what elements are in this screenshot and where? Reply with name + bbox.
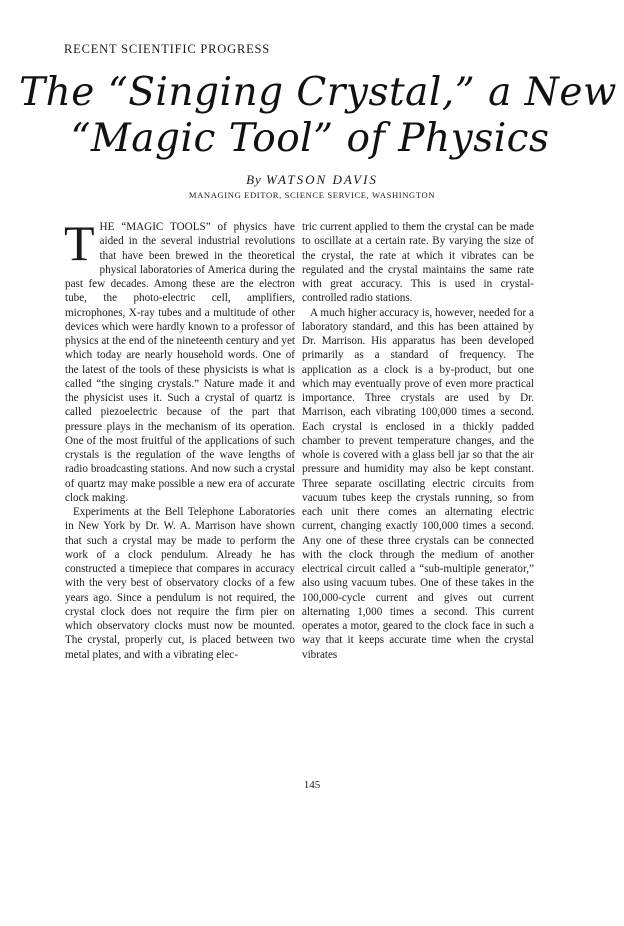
article-title-line-1: The “Singing Crystal,” a New (19, 70, 617, 115)
article-column-right (302, 220, 534, 662)
page-number: 145 (303, 779, 321, 791)
author-affiliation: MANAGING EDITOR, SCIENCE SERVICE, WASHINGTON (188, 190, 436, 200)
paragraph-text: HE “MAGIC TOOLS” of physics have aided in the several industrial revolutions that have been brewed in the theoretical physical laboratories of America during the past few decades. Among these are the electron tube, the photo-electric cell, amplifiers, microphones, X-ray tubes and a multitude of other devices which were hardly known to a professor of physics at the end of the nineteenth century and yet which today are nearly household words. One of the latest of the tools of these physicists is what is called “the singing crystals.” Nature made it and the physicist uses it. Such a crystal of quartz is called piezoelectric because of the part that pressure plays in the mechanism of its operation. One of the most fruitful of the applications of such crystals is the regulation of the wave lengths of radio broadcasting stations. And now such a crystal of quartz may make possible a new era of accurate clock making. (65, 221, 295, 504)
section-kicker: RECENT SCIENTIFIC PROGRESS (64, 42, 271, 56)
paragraph: A much higher accuracy is, however, needed for a laboratory standard, and this has been attained by Dr. Marrison. His apparatus has been developed primarily as a standard of frequency. The application as a clock is a by-product, but one which may eventually prove of even more practical importance. Three crystals are used by Dr. Marrison, each vibrating 100,000 times a second. Each crystal is enclosed in a thickly padded chamber to prevent temperature changes, and the whole is covered with a glass bell jar so that the air pressure and humidity may also be kept constant. Three separate oscillating electric circuits from vacuum tubes keep the crystals running, so from each unit there comes an alternating electric current, changing exactly 100,000 times a second. Any one of these three crystals can be connected with the clock through the medium of another electrical circuit called a “sub-multiple generator,” also using vacuum tubes. One of these takes in the 100,000-cycle current and gives out current alternating 1,000 times a second. This current operates a motor, geared to the clock face in such a way that it keeps accurate time when the crystal vibrates (302, 306, 534, 661)
drop-cap: T (64, 215, 95, 271)
byline-by: By (246, 172, 262, 187)
paragraph: Experiments at the Bell Telephone Laboratories in New York by Dr. W. A. Marrison have shown that such a crystal may be made to perform the work of a clock pendulum. Already he has constructed a timepiece that compares in accuracy with the very best of observatory clocks of a few years ago. Since a pendulum is not required, the crystal clock does not require the firm pier on which observatory clocks must now be mounted. The crystal, properly cut, is placed between two metal plates, and with a vibrating elec- (65, 506, 295, 661)
article-title-line-2: “Magic Tool” of Physics (70, 116, 550, 161)
paragraph: tric current applied to them the crystal can be made to oscillate at a certain rate. By varying the size of the crystal, the rate at which it vibrates can be regulated and the crystal maintains the same rate with great accuracy. This is used in crystal-controlled radio stations. (302, 221, 534, 305)
article-column-left (64, 215, 295, 662)
paragraph (64, 215, 295, 505)
byline (0, 172, 624, 188)
author-name: WATSON DAVIS (266, 172, 378, 187)
